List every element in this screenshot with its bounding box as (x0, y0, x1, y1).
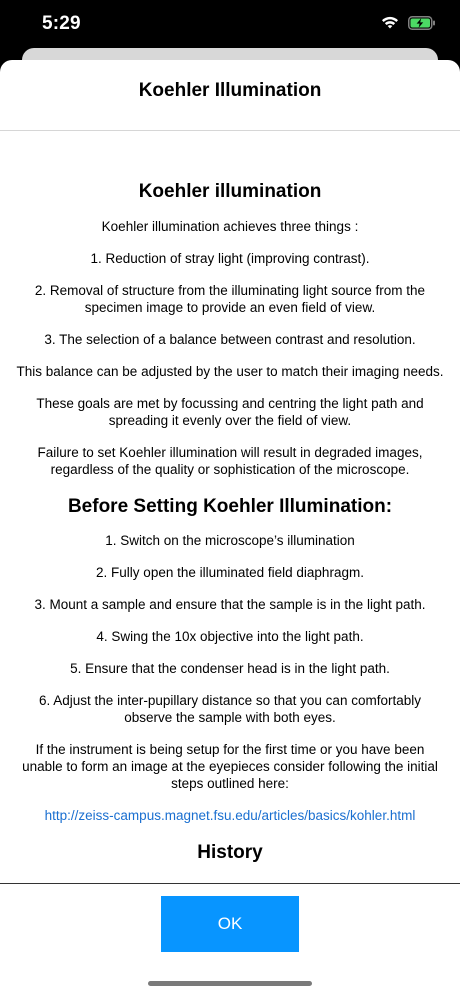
step-2: 2. Fully open the illuminated field diaphragm. (96, 565, 364, 580)
step-5: 5. Ensure that the condenser head is in the light path. (70, 661, 390, 676)
failure-text: Failure to set Koehler illumination will result in degraded images, regardless of the quality or sophistication of the microscope. (37, 445, 423, 477)
point-2: 2. Removal of structure from the illuminating light source from the specimen image to provide an even field of view. (34, 283, 426, 315)
balance-text: This balance can be adjusted by the user to match their imaging needs. (16, 364, 444, 379)
status-bar (0, 0, 460, 50)
step-4: 4. Swing the 10x objective into the light path. (96, 629, 364, 644)
home-indicator[interactable] (148, 981, 312, 986)
link-paragraph (0, 807, 460, 824)
article-heading: Koehler illumination (138, 181, 322, 202)
before-heading: Before Setting Koehler Illumination: (67, 496, 393, 517)
step-3: 3. Mount a sample and ensure that the sample is in the light path. (34, 597, 426, 612)
sheet-header (0, 60, 460, 131)
step-6: 6. Adjust the inter-pupillary distance so that you can comfortably observe the sample with both eyes. (39, 693, 421, 725)
intro-text: Koehler illumination achieves three things : (101, 219, 359, 234)
status-icons (380, 15, 436, 35)
modal-sheet (0, 60, 460, 996)
first-time-text: If the instrument is being setup for the first time or you have been unable to form an image at the eyepieces consider following the initial steps outlined here: (22, 742, 438, 791)
step-1: 1. Switch on the microscope’s illumination (105, 533, 355, 548)
point-1: 1. Reduction of stray light (improving contrast). (90, 251, 370, 266)
footer-divider (0, 883, 460, 884)
ok-button[interactable]: OK (161, 896, 299, 952)
point-3: 3. The selection of a balance between contrast and resolution. (44, 332, 416, 347)
history-heading: History (197, 842, 263, 863)
goals-text: These goals are met by focussing and centring the light path and spreading it evenly over the field of view. (36, 396, 424, 428)
battery-charging-icon (408, 16, 436, 35)
zeiss-link[interactable]: http://zeiss-campus.magnet.fsu.edu/articles/basics/kohler.html (44, 808, 416, 823)
article-content[interactable] (0, 131, 460, 883)
status-time: 5:29 (42, 13, 81, 34)
sheet-title: Koehler Illumination (138, 80, 322, 101)
wifi-icon (380, 15, 400, 35)
